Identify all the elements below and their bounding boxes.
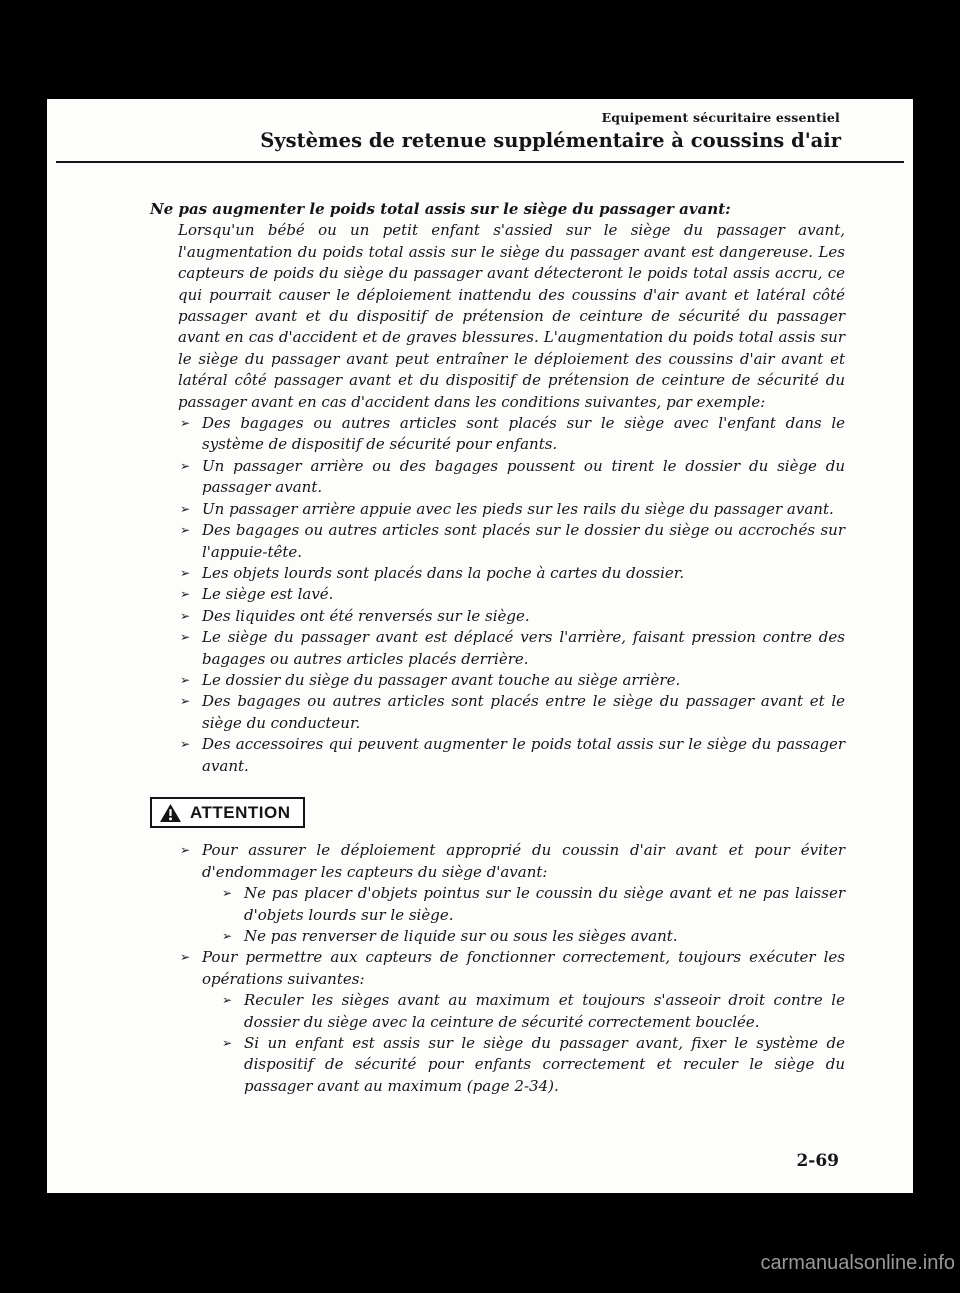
sub-list-item-text: Ne pas placer d'objets pointus sur le coussin du siège avant et ne pas laisser d'objets lourds sur le siège. bbox=[244, 884, 845, 924]
arrow-bullet-icon: ➢ bbox=[180, 737, 191, 752]
section-heading: Ne pas augmenter le poids total assis sur le siège du passager avant: bbox=[150, 200, 731, 218]
sub-list bbox=[222, 883, 845, 947]
arrow-bullet-icon: ➢ bbox=[180, 694, 191, 709]
list-item bbox=[180, 563, 845, 584]
page-header bbox=[47, 99, 913, 163]
attention-label: ATTENTION bbox=[190, 802, 291, 822]
sub-list-item bbox=[222, 883, 845, 926]
arrow-bullet-icon: ➢ bbox=[180, 843, 191, 858]
list-item bbox=[180, 840, 845, 947]
list-item-main-text: Pour assurer le déploiement approprié du coussin d'air avant et pour éviter d'endommager les capteurs du siège d'avant: bbox=[202, 841, 845, 881]
watermark: carmanualsonline.info bbox=[760, 1252, 955, 1274]
sub-list-item-text: Reculer les sièges avant au maximum et toujours s'asseoir droit contre le dossier du siège avec la ceinture de sécurité correctement bouclée. bbox=[244, 991, 845, 1031]
arrow-bullet-icon: ➢ bbox=[222, 1036, 233, 1051]
list-item-main-text: Pour permettre aux capteurs de fonctionner correctement, toujours exécuter les opérations suivantes: bbox=[202, 948, 845, 988]
sub-list bbox=[222, 990, 845, 1097]
sub-list-item bbox=[222, 926, 845, 947]
list-item bbox=[180, 456, 845, 499]
sub-list-item-text: Si un enfant est assis sur le siège du passager avant, fixer le système de dispositif de sécurité pour enfants correctement et reculer le siège du passager avant au maximum (page 2-34). bbox=[244, 1034, 845, 1095]
list-item-text: Des bagages ou autres articles sont placés entre le siège du passager avant et le siège du conducteur. bbox=[202, 692, 845, 732]
arrow-bullet-icon: ➢ bbox=[222, 993, 233, 1008]
list-item-text: Un passager arrière ou des bagages poussent ou tirent le dossier du siège du passager avant. bbox=[202, 456, 845, 497]
list-item-text: Des liquides ont été renversés sur le siège. bbox=[202, 606, 530, 625]
list-item bbox=[180, 734, 845, 777]
list-item bbox=[180, 627, 845, 670]
list-item-text: Un passager arrière appuie avec les pieds sur les rails du siège du passager avant. bbox=[202, 499, 834, 518]
list-item bbox=[180, 499, 845, 520]
arrow-bullet-icon: ➢ bbox=[180, 523, 191, 538]
attention-list bbox=[180, 840, 845, 1097]
arrow-bullet-icon: ➢ bbox=[180, 458, 191, 473]
arrow-bullet-icon: ➢ bbox=[180, 587, 191, 602]
list-item bbox=[180, 691, 845, 734]
list-item-text: Des bagages ou autres articles sont placés sur le siège avec l'enfant dans le système de dispositif de sécurité pour enfants. bbox=[202, 414, 845, 454]
list-item-text: Les objets lourds sont placés dans la poche à cartes du dossier. bbox=[202, 563, 685, 582]
arrow-bullet-icon: ➢ bbox=[180, 950, 191, 965]
arrow-bullet-icon: ➢ bbox=[180, 630, 191, 645]
list-item-text: Des accessoires qui peuvent augmenter le poids total assis sur le siège du passager avant. bbox=[202, 735, 845, 775]
arrow-bullet-icon: ➢ bbox=[180, 565, 191, 580]
list-item bbox=[180, 520, 845, 563]
page-content bbox=[150, 199, 845, 1097]
list-item-text bbox=[202, 840, 845, 947]
list-item bbox=[180, 670, 845, 691]
list-item bbox=[180, 947, 845, 1097]
condition-list bbox=[180, 413, 845, 777]
arrow-bullet-icon: ➢ bbox=[180, 416, 191, 431]
arrow-bullet-icon: ➢ bbox=[180, 608, 191, 623]
arrow-bullet-icon: ➢ bbox=[180, 501, 191, 516]
list-item-text: Le dossier du siège du passager avant touche au siège arrière. bbox=[202, 670, 681, 689]
list-item-text: Le siège est lavé. bbox=[202, 585, 334, 604]
sub-list-item bbox=[222, 1033, 845, 1097]
list-item-text: Des bagages ou autres articles sont placés sur le dossier du siège ou accrochés sur l'appuie-tête. bbox=[202, 521, 845, 561]
section-eyebrow: Equipement sécuritaire essentiel bbox=[601, 110, 840, 125]
list-item-text bbox=[202, 947, 845, 1097]
arrow-bullet-icon: ➢ bbox=[222, 886, 233, 901]
list-item bbox=[180, 413, 845, 456]
list-item bbox=[180, 606, 845, 627]
sub-list-item bbox=[222, 990, 845, 1033]
attention-box bbox=[150, 797, 305, 828]
list-item bbox=[180, 584, 845, 605]
warning-triangle-icon bbox=[160, 804, 181, 822]
arrow-bullet-icon: ➢ bbox=[222, 929, 233, 943]
intro-paragraph: Lorsqu'un bébé ou un petit enfant s'assied sur le siège du passager avant, l'augmentation du poids total assis sur le siège du passager avant est dangereuse. Les capteurs de poids du siège du passager avant détecteront le poids total assis accru, ce qui pourrait causer le déploiement inattendu des coussins d'air avant et latéral côté passager avant et du dispositif de prétension de ceinture de sécurité du passager avant en cas d'accident et de graves blessures. L'augmentation du poids total assis sur le siège du passager avant peut entraîner le déploiement des coussins d'air avant et latéral côté passager avant et du dispositif de prétension de ceinture de sécurité du passager avant en cas d'accident dans les conditions suivantes, par exemple: bbox=[178, 221, 845, 411]
list-item-text: Le siège du passager avant est déplacé vers l'arrière, faisant pression contre des bagages ou autres articles placés derrière. bbox=[202, 628, 845, 668]
header-rule bbox=[56, 161, 904, 163]
manual-page bbox=[47, 99, 913, 1193]
page-title: Systèmes de retenue supplémentaire à coussins d'air bbox=[260, 129, 841, 152]
sub-list-item-text: Ne pas renverser de liquide sur ou sous les sièges avant. bbox=[244, 927, 678, 945]
page-number: 2-69 bbox=[796, 1151, 839, 1171]
arrow-bullet-icon: ➢ bbox=[180, 672, 191, 687]
